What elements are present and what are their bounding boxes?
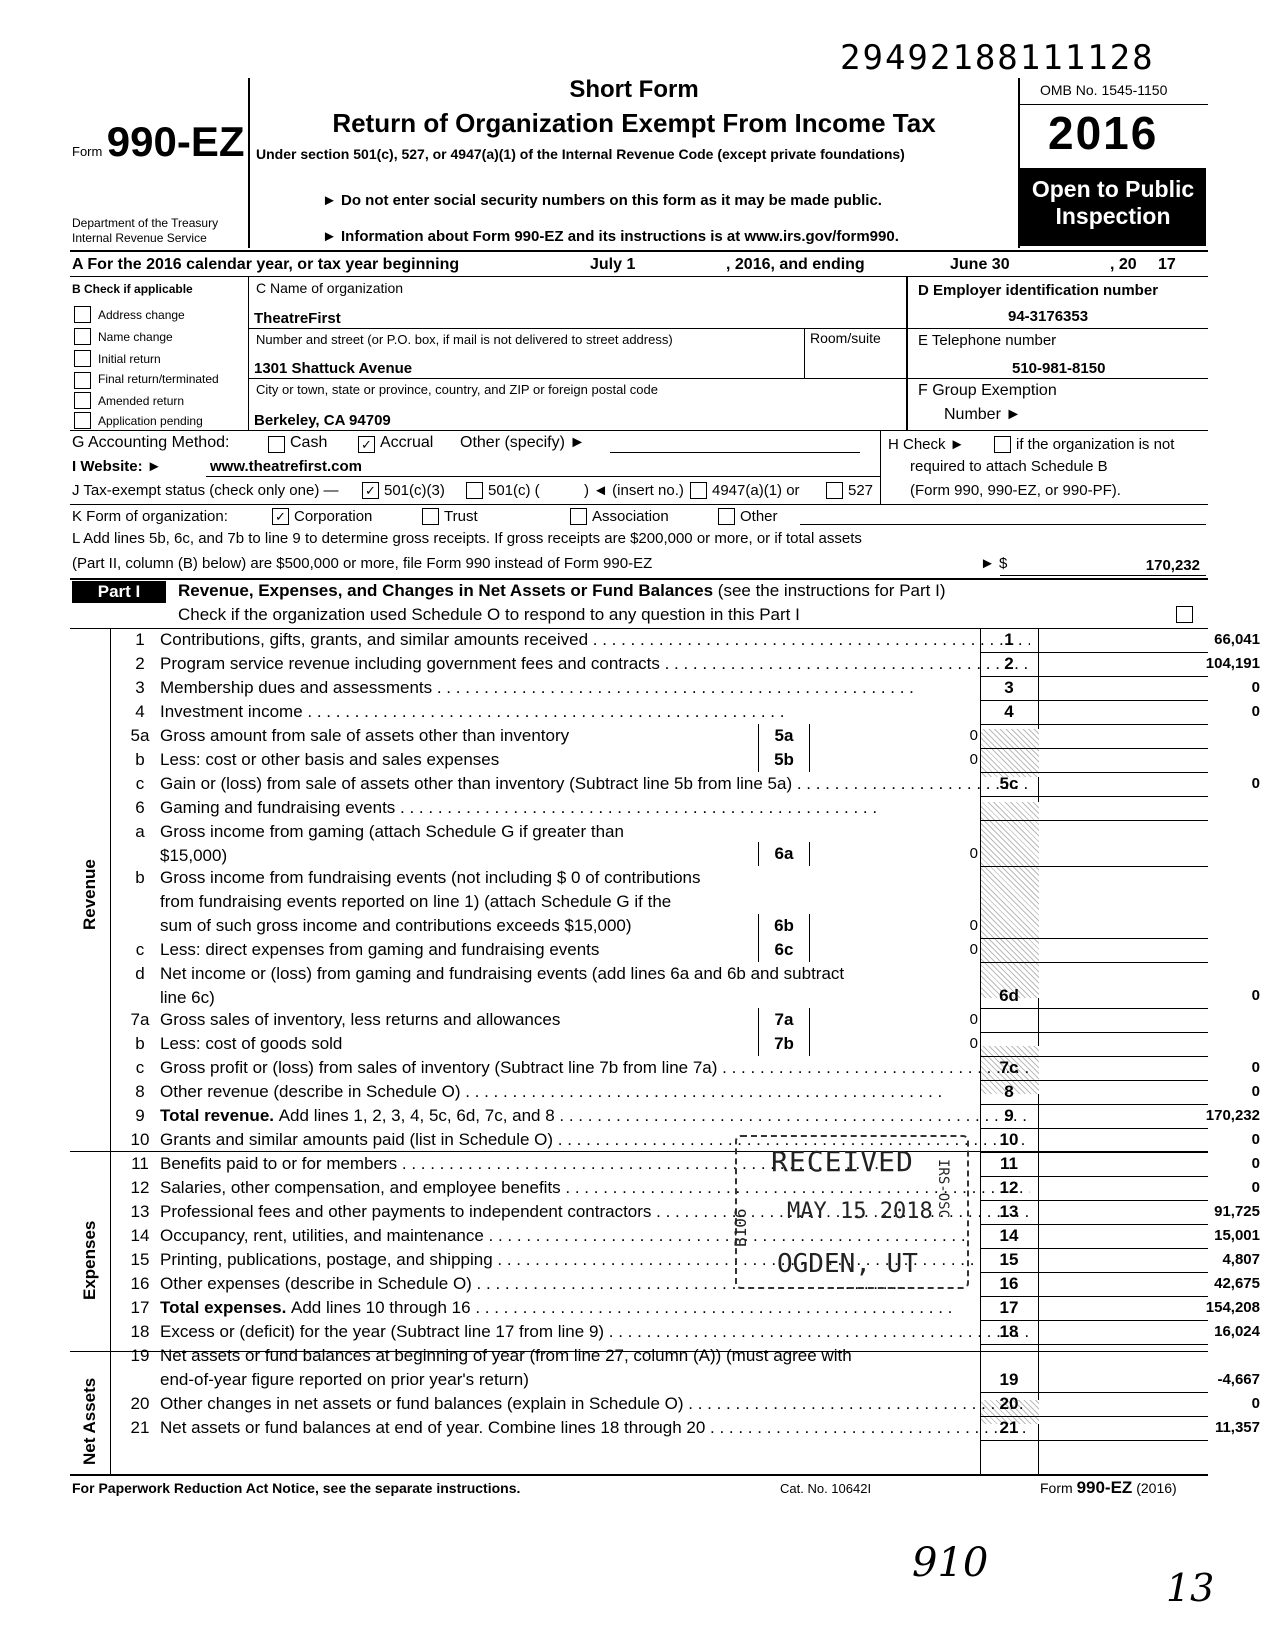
line-number: 9 <box>135 1106 145 1125</box>
trust-label: Trust <box>444 508 478 525</box>
line-amount[interactable]: 0 <box>1251 775 1260 792</box>
line-number: 19 <box>130 1346 150 1365</box>
line-14-row <box>60 1224 1260 1248</box>
line-b-row <box>60 866 1205 938</box>
line-ref: 7c <box>999 1058 1019 1077</box>
line-amount[interactable]: 0 <box>1251 1179 1260 1196</box>
line-number: 15 <box>130 1250 150 1269</box>
tax-year-begin: July 1 <box>590 256 636 273</box>
room-suite-label: Room/suite <box>810 330 881 346</box>
line-ref: 1 <box>1004 630 1014 649</box>
stamp-code: B106 <box>731 1208 750 1247</box>
accrual-checkbox[interactable]: ✓ <box>358 436 375 453</box>
open-public-line1: Open to Public <box>1031 176 1195 202</box>
line-description <box>160 724 750 748</box>
paperwork-notice: For Paperwork Reduction Act Notice, see the separate instructions. <box>72 1480 521 1496</box>
schedule-o-check-text: Check if the organization used Schedule O to respond to any question in this Part I <box>178 605 800 624</box>
line-amount[interactable]: 0 <box>1251 703 1260 720</box>
address-change-label: Address change <box>98 308 185 322</box>
dept-irs: Internal Revenue Service <box>72 231 207 245</box>
line-number: 18 <box>130 1322 150 1341</box>
line-ref: 11 <box>1000 1154 1018 1173</box>
initial-return-label: Initial return <box>98 352 161 366</box>
line-20-row <box>60 1392 1260 1416</box>
527-label: 527 <box>848 482 874 499</box>
phone-value[interactable]: 510-981-8150 <box>1012 360 1106 377</box>
line-number: 8 <box>135 1082 145 1101</box>
sub-line-amount[interactable]: 0 <box>969 1035 978 1052</box>
line-ref: 4 <box>1004 702 1014 721</box>
line-number: 20 <box>130 1394 150 1413</box>
footer-form-id <box>1040 1478 1177 1498</box>
line-amount[interactable]: 104,191 <box>1205 655 1260 672</box>
line-description-text: Gross income from gaming (attach Schedule G if greater than <box>160 822 624 841</box>
document-locator-number: 29492188111128 <box>840 38 1155 78</box>
contributions-amount[interactable]: 0 of contributions <box>566 868 701 887</box>
line-description <box>160 652 1030 676</box>
line-number: 7a <box>130 1010 150 1029</box>
line-description-text: Other expenses (describe in Schedule O) <box>160 1274 472 1293</box>
line-description-cont: end-of-year figure reported on prior year's return) <box>160 1370 529 1389</box>
line-ref: 5c <box>999 774 1019 793</box>
line-c-row <box>60 772 1260 796</box>
line-number: 4 <box>135 702 145 721</box>
expenses-side-label: Expenses <box>80 1220 99 1300</box>
line-8-row <box>60 1080 1260 1104</box>
line-ref: 3 <box>1004 678 1014 697</box>
org-name[interactable]: TheatreFirst <box>254 310 341 327</box>
line-ref: 21 <box>999 1418 1019 1437</box>
line-description-text: Printing, publications, postage, and shipping <box>160 1250 493 1269</box>
line-description <box>160 1416 1030 1440</box>
accrual-label: Accrual <box>380 434 434 451</box>
sub-line-amount[interactable]: 0 <box>969 941 978 958</box>
501c3-checkbox[interactable]: ✓ <box>362 482 379 499</box>
sub-line-ref: 6c <box>758 938 810 962</box>
line-number: 13 <box>130 1202 150 1221</box>
line-description-text: Professional fees and other payments to independent contractors <box>160 1202 652 1221</box>
sub-line-ref: 6a <box>758 842 810 866</box>
line-3-row <box>60 676 1260 700</box>
line-description-text: Gross sales of inventory, less returns and allowances <box>160 1010 561 1029</box>
line-description-text: Occupancy, rent, utilities, and maintenance <box>160 1226 484 1245</box>
line-16-row <box>60 1272 1260 1296</box>
initial-return-checkbox[interactable] <box>74 350 91 367</box>
line-b-row <box>60 748 1205 772</box>
final-return-label: Final return/terminated <box>98 372 219 386</box>
line-number: 11 <box>131 1154 149 1173</box>
line-5a-row <box>60 724 1205 748</box>
line-description <box>160 1008 750 1032</box>
line-1-row <box>60 628 1260 652</box>
line-amount[interactable]: 154,208 <box>1205 1299 1260 1316</box>
line-description-cont: from fundraising events reported on line 1) (attach Schedule G if the <box>160 892 672 911</box>
line-ref: 9 <box>1004 1106 1014 1125</box>
part1-title-note: (see the instructions for Part I) <box>717 581 946 600</box>
stamp-date: MAY 15 2018 <box>787 1199 933 1224</box>
line-ref: 18 <box>999 1322 1019 1341</box>
line-amount[interactable]: 66,041 <box>1214 631 1260 648</box>
line-description <box>160 772 1030 796</box>
line-description-cont: line 6c) <box>160 988 215 1007</box>
title-short-form: Short Form <box>569 76 699 103</box>
corporation-label: Corporation <box>294 508 373 525</box>
stamp-place: OGDEN, UT <box>777 1249 918 1279</box>
sub-line-ref: 7a <box>758 1008 810 1032</box>
ein-label: D Employer identification number <box>918 282 1159 299</box>
line-number: 14 <box>130 1226 150 1245</box>
line-description-text: Add lines 10 through 16 <box>291 1298 471 1317</box>
line-amount[interactable]: 0 <box>1251 1131 1260 1148</box>
line-description-text: Less: cost or other basis and sales expenses <box>160 750 500 769</box>
line-15-row <box>60 1248 1260 1272</box>
line-description <box>160 676 1030 700</box>
line-ref: 10 <box>999 1130 1019 1149</box>
other-org-checkbox[interactable] <box>718 508 735 525</box>
line-amount[interactable]: 16,024 <box>1214 1323 1260 1340</box>
received-stamp <box>731 1135 969 1289</box>
line-description-text: Gross profit or (loss) from sales of inventory (Subtract line 7b from line 7a) <box>160 1058 718 1077</box>
line-l-text1: L Add lines 5b, 6c, and 7b to line 9 to determine gross receipts. If gross receipts are $200,000 or more, or if total assets <box>72 530 862 547</box>
schedule-b-check-label: H Check ► <box>888 436 965 453</box>
line-19-row <box>60 1344 1260 1392</box>
schedule-b-not-label: if the organization is not <box>1016 436 1175 453</box>
form-word: Form <box>72 144 103 159</box>
schedule-b-line3: (Form 990, 990-EZ, or 990-PF). <box>910 482 1121 499</box>
handwritten-910: 910 <box>912 1540 989 1586</box>
accounting-method-label: G Accounting Method: <box>72 434 230 451</box>
sub-line-amount[interactable]: 0 <box>969 1011 978 1028</box>
sub-line-amount[interactable]: 0 <box>969 727 978 744</box>
line-description-text: Program service revenue including government fees and contracts <box>160 654 660 673</box>
line-amount[interactable]: 15,001 <box>1214 1227 1260 1244</box>
line-description-text: Less: cost of goods sold <box>160 1034 343 1053</box>
line-description-text: Gaming and fundraising events <box>160 798 396 817</box>
line-b-row <box>60 1032 1205 1056</box>
line-description-text: Net assets or fund balances at beginning of year (from line 27, column (A)) (must agree with <box>160 1346 852 1365</box>
line-description-text: Excess or (deficit) for the year (Subtract line 17 from line 9) <box>160 1322 605 1341</box>
name-change-checkbox[interactable] <box>74 328 91 345</box>
catalog-number: Cat. No. 10642I <box>780 1481 872 1496</box>
line-ref: 13 <box>999 1202 1019 1221</box>
ssn-notice: ► Do not enter social security numbers on this form as it may be made public. <box>322 192 882 209</box>
line-description <box>160 700 1030 724</box>
line-number: c <box>135 774 145 793</box>
street-label: Number and street (or P.O. box, if mail is not delivered to street address) <box>256 332 673 347</box>
line-amount[interactable]: 91,725 <box>1214 1203 1260 1220</box>
line-c-row <box>60 1056 1260 1080</box>
line-description <box>160 820 750 868</box>
line-description <box>160 1104 1030 1128</box>
line-6-row <box>60 796 1205 820</box>
open-public-line2: Inspection <box>1055 203 1171 229</box>
line-amount[interactable]: 0 <box>1251 1395 1260 1412</box>
form-label <box>72 118 245 166</box>
other-org-label: Other <box>740 508 778 525</box>
line-description-text: Gain or (loss) from sale of assets other than inventory (Subtract line 5b from line 5a) <box>160 774 793 793</box>
address-change-checkbox[interactable] <box>74 306 91 323</box>
501c3-label: 501(c)(3) <box>384 482 445 499</box>
handwritten-13: 13 <box>1166 1566 1215 1610</box>
footer-form-number: 990-EZ <box>1076 1478 1133 1497</box>
sub-line-ref: 5b <box>758 748 810 772</box>
line-description <box>160 1344 1030 1392</box>
line-description-text: Investment income <box>160 702 303 721</box>
line-ref: 8 <box>1004 1082 1014 1101</box>
ein-value[interactable]: 94-3176353 <box>1008 308 1089 325</box>
line-description-text: Membership dues and assessments <box>160 678 433 697</box>
line-number: 3 <box>135 678 145 697</box>
line-description-text: Gross income from fundraising events (not including $ <box>160 868 567 887</box>
line-description-text: Grants and similar amounts paid (list in Schedule O) <box>160 1130 554 1149</box>
line-number: 12 <box>130 1178 150 1197</box>
accounting-other-label: Other (specify) ► <box>460 434 586 451</box>
line-18-row <box>60 1320 1260 1344</box>
line-number: 21 <box>130 1418 150 1437</box>
group-exemption-label: F Group Exemption <box>918 382 1057 399</box>
website-label: I Website: ► <box>72 458 162 475</box>
line-description-bold: Total revenue. <box>160 1106 279 1125</box>
stamp-received: RECEIVED <box>771 1145 914 1178</box>
line-description-text: Other changes in net assets or fund balances (explain in Schedule O) <box>160 1394 684 1413</box>
line-amount[interactable]: 0 <box>1251 1059 1260 1076</box>
line-description-text: Net assets or fund balances at end of year. Combine lines 18 through 20 <box>160 1418 706 1437</box>
line-number: b <box>135 750 145 769</box>
cash-label: Cash <box>290 434 328 451</box>
line-amount[interactable]: 0 <box>1251 987 1260 1004</box>
527-checkbox[interactable] <box>826 482 843 499</box>
line-description-text: Gross amount from sale of assets other than inventory <box>160 726 570 745</box>
corporation-checkbox[interactable]: ✓ <box>272 508 289 525</box>
sub-line-ref: 5a <box>758 724 810 748</box>
line-number: 17 <box>130 1298 150 1317</box>
line-amount[interactable]: 0 <box>1251 1083 1260 1100</box>
group-exemption-number-label: Number ► <box>944 406 1022 423</box>
line-description <box>160 628 1030 652</box>
line-a-label: A For the 2016 calendar year, or tax year beginning <box>72 256 460 273</box>
city-label: City or town, state or province, country, and ZIP or foreign postal code <box>256 382 658 397</box>
line-number: c <box>135 940 145 959</box>
line-description-text: Less: direct expenses from gaming and fundraising events <box>160 940 600 959</box>
irs-info-notice: ► Information about Form 990-EZ and its instructions is at www.irs.gov/form990. <box>322 228 899 245</box>
tax-year-end-year: 17 <box>1158 256 1176 273</box>
line-number: c <box>135 1058 145 1077</box>
line-description-text: Other revenue (describe in Schedule O) <box>160 1082 461 1101</box>
form-of-org-label: K Form of organization: <box>72 508 228 525</box>
line-a-row <box>60 820 1205 866</box>
tax-year-end: June 30 <box>950 256 1010 273</box>
line-description-text: Benefits paid to or for members <box>160 1154 398 1173</box>
tax-year-mid: , 2016, and ending <box>726 256 865 273</box>
gross-receipts-amount[interactable]: 170,232 <box>1145 557 1200 574</box>
line-description <box>160 1392 1030 1416</box>
line-number: 5a <box>130 726 150 745</box>
line-ref: 2 <box>1004 654 1014 673</box>
line-ref: 12 <box>999 1178 1019 1197</box>
line-description <box>160 962 1030 1010</box>
line-description <box>160 938 750 962</box>
line-amount[interactable]: 0 <box>1251 1155 1260 1172</box>
sub-line-ref: 7b <box>758 1032 810 1056</box>
revenue-side-label: Revenue <box>80 859 99 930</box>
line-number: 16 <box>130 1274 150 1293</box>
line-amount[interactable]: 170,232 <box>1205 1107 1260 1124</box>
application-pending-label: Application pending <box>98 414 203 428</box>
org-name-label: C Name of organization <box>256 280 404 296</box>
line-17-row <box>60 1296 1260 1320</box>
open-to-public-badge <box>1020 168 1206 246</box>
dept-treasury: Department of the Treasury <box>72 216 219 230</box>
line-ref: 16 <box>999 1274 1019 1293</box>
line-2-row <box>60 652 1260 676</box>
4947-checkbox[interactable] <box>690 482 707 499</box>
line-number: d <box>135 964 145 983</box>
line-4-row <box>60 700 1260 724</box>
line-ref: 19 <box>999 1370 1019 1389</box>
omb-number: OMB No. 1545-1150 <box>1040 82 1168 98</box>
stamp-side: IRS-OSC <box>935 1159 951 1219</box>
net-assets-side-label: Net Assets <box>80 1377 99 1465</box>
line-description-cont: $15,000) <box>160 846 228 865</box>
tax-year: 2016 <box>1048 107 1159 159</box>
name-change-label: Name change <box>98 330 173 344</box>
subtitle: Under section 501(c), 527, or 4947(a)(1) of the Internal Revenue Code (except private foundations) <box>256 146 905 162</box>
line-description <box>160 1056 1030 1080</box>
sub-line-amount[interactable]: 0 <box>969 845 978 862</box>
form-number: 990-EZ <box>106 118 245 165</box>
schedule-b-checkbox[interactable] <box>994 436 1011 453</box>
line-ref: 17 <box>999 1298 1019 1317</box>
line-description-text: Add lines 1, 2, 3, 4, 5c, 6d, 7c, and 8 <box>278 1106 555 1125</box>
part1-badge: Part I <box>72 581 166 603</box>
line-number: a <box>135 822 145 841</box>
line-ref: 6d <box>999 986 1019 1005</box>
street-address[interactable]: 1301 Shattuck Avenue <box>254 360 413 377</box>
line-11-row <box>60 1152 1260 1176</box>
phone-label: E Telephone number <box>918 332 1057 349</box>
line-number: b <box>135 1034 145 1053</box>
website-value[interactable]: www.theatrefirst.com <box>210 458 362 475</box>
line-description <box>160 748 750 772</box>
line-21-row <box>60 1416 1260 1440</box>
line-description <box>160 1080 1030 1104</box>
line-number: 10 <box>130 1130 150 1149</box>
application-pending-checkbox[interactable] <box>74 412 91 429</box>
line-9-row <box>60 1104 1260 1128</box>
title-main: Return of Organization Exempt From Income Tax <box>332 108 936 138</box>
line-10-row <box>60 1128 1260 1152</box>
line-description-text: Salaries, other compensation, and employee benefits <box>160 1178 561 1197</box>
4947-label: 4947(a)(1) or <box>712 482 800 499</box>
line-number: b <box>135 868 145 887</box>
line-number: 6 <box>135 798 145 817</box>
501c-checkbox[interactable] <box>466 482 483 499</box>
trust-checkbox[interactable] <box>422 508 439 525</box>
sub-line-amount[interactable]: 0 <box>969 751 978 768</box>
line-12-row <box>60 1176 1260 1200</box>
association-checkbox[interactable] <box>570 508 587 525</box>
line-l-arrow: ► $ <box>980 555 1008 572</box>
schedule-b-line2: required to attach Schedule B <box>910 458 1108 475</box>
line-number: 1 <box>135 630 145 649</box>
line-d-row <box>60 962 1260 1008</box>
line-ref: 15 <box>999 1250 1019 1269</box>
line-description <box>160 796 1030 820</box>
insert-no-label: ) ◄ (insert no.) <box>584 482 684 499</box>
line-13-row <box>60 1200 1260 1224</box>
line-c-row <box>60 938 1205 962</box>
line-ref: 14 <box>999 1226 1019 1245</box>
line-description <box>160 1032 750 1056</box>
part1-title <box>178 581 945 601</box>
line-description-cont2: sum of such gross income and contributions exceeds $15,000) <box>160 916 632 935</box>
line-amount[interactable]: 0 <box>1251 679 1260 696</box>
schedule-o-checkbox[interactable] <box>1176 606 1193 623</box>
line-7a-row <box>60 1008 1205 1032</box>
association-label: Association <box>592 508 669 525</box>
line-description <box>160 1296 1030 1320</box>
line-l-text2: (Part II, column (B) below) are $500,000 or more, file Form 990 instead of Form 990-EZ <box>72 555 653 572</box>
line-ref: 20 <box>999 1394 1019 1413</box>
line-amount[interactable]: 11,357 <box>1214 1419 1260 1436</box>
section-b-title: B Check if applicable <box>72 282 193 296</box>
city-state-zip[interactable]: Berkeley, CA 94709 <box>254 412 391 429</box>
tax-status-label: J Tax-exempt status (check only one) — <box>72 482 339 499</box>
row-rule <box>980 1440 1208 1441</box>
final-return-checkbox[interactable] <box>74 372 91 389</box>
footer-form-word: Form <box>1040 1480 1073 1496</box>
line-description <box>160 1320 1030 1344</box>
part1-title-bold: Revenue, Expenses, and Changes in Net Assets or Fund Balances <box>178 581 714 600</box>
501c-label: 501(c) ( <box>488 482 540 499</box>
line-amount[interactable]: 42,675 <box>1214 1275 1260 1292</box>
line-description-bold: Total expenses. <box>160 1298 292 1317</box>
tax-year-end-prefix: , 20 <box>1110 256 1137 273</box>
line-description-text: Contributions, gifts, grants, and similar amounts received <box>160 630 589 649</box>
line-amount[interactable]: -4,667 <box>1217 1371 1260 1388</box>
footer-form-year: (2016) <box>1136 1480 1177 1496</box>
line-amount[interactable]: 4,807 <box>1222 1251 1260 1268</box>
line-description-text: Net income or (loss) from gaming and fundraising events (add lines 6a and 6b and subtract <box>160 964 845 983</box>
sub-line-amount[interactable]: 0 <box>969 917 978 934</box>
line-number: 2 <box>135 654 145 673</box>
amended-return-label: Amended return <box>98 394 185 408</box>
cash-checkbox[interactable] <box>268 436 285 453</box>
amended-return-checkbox[interactable] <box>74 392 91 409</box>
sub-line-ref: 6b <box>758 914 810 938</box>
